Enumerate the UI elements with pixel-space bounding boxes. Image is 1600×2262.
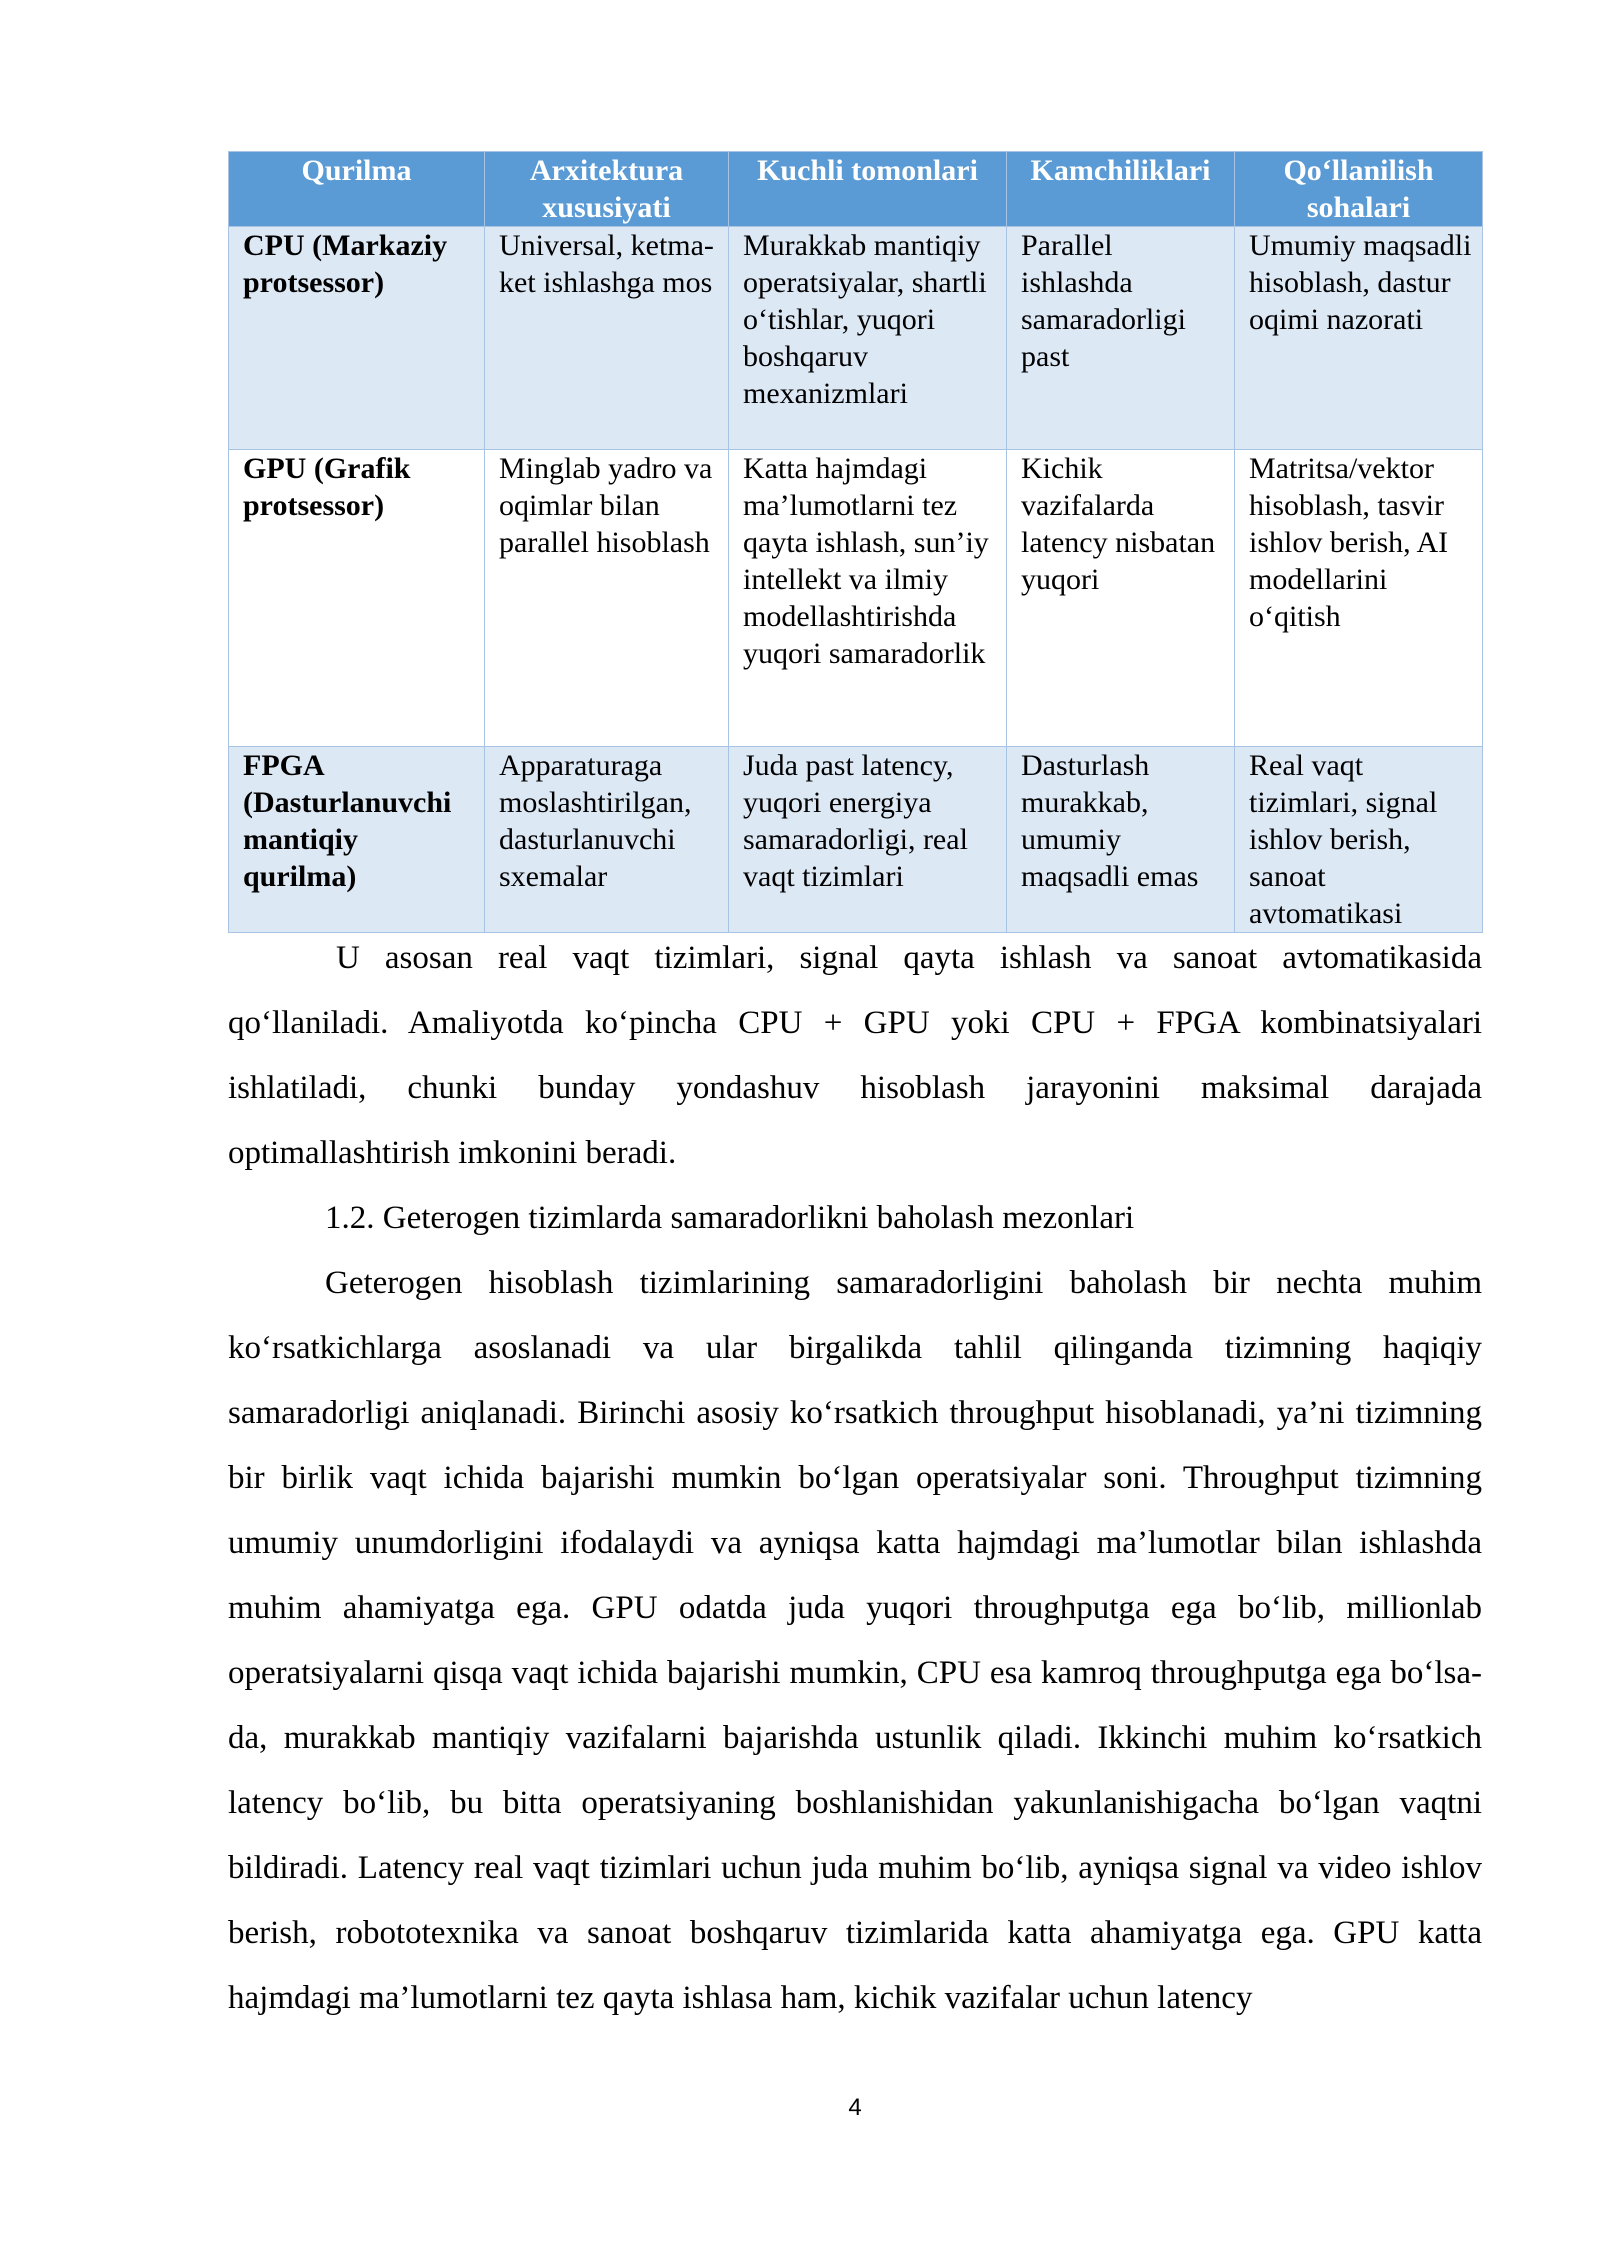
cell-weaknesses: Parallel ishlashda samaradorligi past bbox=[1007, 227, 1235, 450]
section-heading: 1.2. Geterogen tizimlarda samaradorlikni baholash mezonlari bbox=[325, 1200, 1135, 1236]
cell-strengths: Murakkab mantiqiy operatsiyalar, shartli o‘tishlar, yuqori boshqaruv mexanizmlari bbox=[729, 227, 1007, 450]
page-number: 4 bbox=[848, 2094, 862, 2121]
cell-applications: Umumiy maqsadli hisoblash, dastur oqimi nazorati bbox=[1235, 227, 1483, 450]
body-paragraph: U asosan real vaqt tizimlari, signal qayta ishlash va sanoat avtomatikasida qo‘llaniladi. Amaliyotda ko‘pincha CPU + GPU yoki CPU + FPGA kombinatsiyalari ishlatiladi, chunki bunday yondashuv hisoblash jarayonini maksimal darajada optimallashtirish imkonini beradi. bbox=[228, 940, 1482, 1171]
body-paragraph: Geterogen hisoblash tizimlarining samaradorligini baholash bir nechta muhim ko‘rsatkichlarga asoslanadi va ular birgalikda tahlil qilinganda tizimning haqiqiy samaradorligi aniqlanadi. Birinchi asosiy ko‘rsatkich throughput hisoblanadi, ya’ni tizimning bir birlik vaqt ichida bajarishi mumkin bo‘lgan operatsiyalar soni. Throughput tizimning umumiy unumdorligini ifodalaydi va ayniqsa katta hajmdagi ma’lumotlar bilan ishlashda muhim ahamiyatga ega. GPU odatda juda yuqori throughputga ega bo‘lib, millionlab operatsiyalarni qisqa vaqt ichida bajarishi mumkin, CPU esa kamroq throughputga ega bo‘lsa-da, murakkab mantiqiy vazifalarni bajarishda ustunlik qiladi. Ikkinchi muhim ko‘rsatkich latency bo‘lib, bu bitta operatsiyaning boshlanishidan yakunlanishigacha bo‘lgan vaqtni bildiradi. Latency real vaqt tizimlari uchun juda muhim bo‘lib, ayniqsa signal va video ishlov berish, robototexnika va sanoat boshqaruv tizimlarida katta ahamiyatga ega. GPU katta hajmdagi ma’lumotlarni tez qayta ishlasa ham, kichik vazifalar uchun latency bbox=[228, 1265, 1482, 2016]
table-row bbox=[229, 747, 1483, 933]
cell-applications: Real vaqt tizimlari, signal ishlov berish, sanoat avtomatikasi bbox=[1235, 747, 1483, 933]
cell-architecture: Apparaturaga moslashtirilgan, dasturlanuvchi sxemalar bbox=[485, 747, 729, 933]
cell-strengths: Juda past latency, yuqori energiya samaradorligi, real vaqt tizimlari bbox=[729, 747, 1007, 933]
cell-weaknesses: Kichik vazifalarda latency nisbatan yuqori bbox=[1007, 450, 1235, 747]
cell-architecture: Universal, ketma-ket ishlashga mos bbox=[485, 227, 729, 450]
cell-strengths: Katta hajmdagi ma’lumotlarni tez qayta ishlash, sun’iy intellekt va ilmiy modellashtirishda yuqori samaradorlik bbox=[729, 450, 1007, 747]
header-architecture: Arxitektura xususiyati bbox=[485, 152, 729, 227]
header-device: Qurilma bbox=[229, 152, 485, 227]
header-strengths: Kuchli tomonlari bbox=[729, 152, 1007, 227]
header-applications: Qo‘llanilish sohalari bbox=[1235, 152, 1483, 227]
comparison-table bbox=[228, 151, 1483, 933]
cell-weaknesses: Dasturlash murakkab, umumiy maqsadli emas bbox=[1007, 747, 1235, 933]
table-row bbox=[229, 450, 1483, 747]
cell-device: CPU (Markaziy protsessor) bbox=[229, 227, 485, 450]
table-row bbox=[229, 227, 1483, 450]
cell-device: FPGA (Dasturlanuvchi mantiqiy qurilma) bbox=[229, 747, 485, 933]
header-weaknesses: Kamchiliklari bbox=[1007, 152, 1235, 227]
table-header-row bbox=[229, 152, 1483, 227]
cell-architecture: Minglab yadro va oqimlar bilan parallel hisoblash bbox=[485, 450, 729, 747]
cell-device: GPU (Grafik protsessor) bbox=[229, 450, 485, 747]
cell-applications: Matritsa/vektor hisoblash, tasvir ishlov berish, AI modellarini o‘qitish bbox=[1235, 450, 1483, 747]
